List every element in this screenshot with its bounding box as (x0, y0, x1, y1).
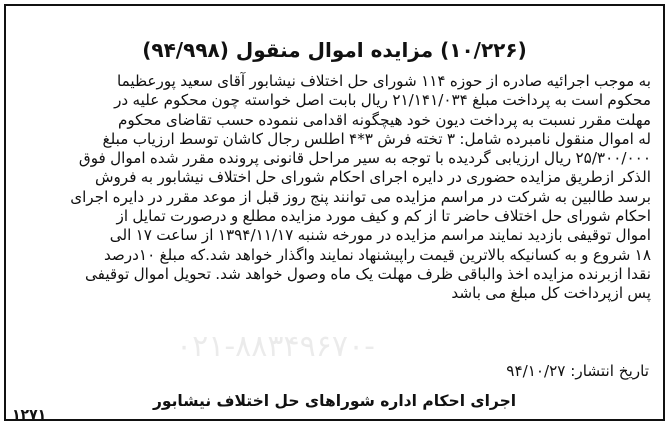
body-line: اموال توقیفی بازدید نمایند مراسم مزایده در مورخه شنبه ۱۳۹۴/۱۱/۱۷ از ساعت ۱۷ الی (109, 226, 651, 245)
issuer-signature: اجرای احکام اداره شوراهای حل اختلاف نیشابور (152, 392, 517, 410)
body-line: مهلت مقرر نسبت به پرداخت دیون خود هیچگونه اقدامی ننموده حسب تقاضای محکوم (117, 110, 651, 129)
reference-number: ۱۲۷۱ (12, 407, 47, 423)
auction-notice (4, 4, 665, 421)
body-line: محکوم است به پرداخت مبلغ ۲۱/۱۴۱/۰۳۴ ریال بابت اصل خواسته چون محکوم علیه در (114, 91, 651, 110)
body-line: پس ازپرداخت کل مبلغ می باشد (451, 284, 651, 303)
publish-date: تاریخ انتشار: ۹۴/۱۰/۲۷ (506, 362, 649, 380)
phone-watermark: ۰۲۱-۸۸۳۴۹۶۷۰- (176, 329, 375, 364)
body-line: ۱۸ شروع و به کسانیکه بالاترین قیمت راپیشنهاد نمایند واگذار خواهد شد.که مبلغ ۱۰درصد (103, 245, 651, 264)
body-line: له اموال منقول نامبرده شامل: ۳ تخته فرش ۳*۴ اطلس رجال کاشان توسط ارزیاب مبلغ (102, 129, 651, 148)
notice-body (18, 72, 651, 304)
body-line: برسد طالبین به شرکت در مراسم مزایده می توانند پنج روز قبل از موعد مقرر در دایره اجرای (70, 187, 651, 206)
body-line: ۲۵/۳۰۰/۰۰۰ ریال ارزیابی گردیده با توجه به سیر مراحل قانونی پرونده مقرر شده اموال فوق (78, 149, 651, 168)
body-line: الذکر ازطریق مزایده حضوری در دایره اجرای احکام شورای حل اختلاف نیشابور به فروش (94, 168, 651, 187)
notice-title: (۱۰/۲۲۶) مزایده اموال منقول (۹۴/۹۹۸) (142, 38, 527, 62)
body-line: به موجب اجرائیه صادره از حوزه ۱۱۴ شورای حل اختلاف نیشابور آقای سعید پورعظیما (116, 72, 651, 90)
body-line: احکام شورای حل اختلاف حاضر تا از کم و کیف مورد مزایده مطلع و درصورت تمایل از (116, 207, 651, 226)
body-line: نقدا ازبرنده مزایده اخذ والباقی ظرف مهلت یک ماه وصول خواهد شد. تحویل اموال توقیفی (84, 264, 651, 283)
